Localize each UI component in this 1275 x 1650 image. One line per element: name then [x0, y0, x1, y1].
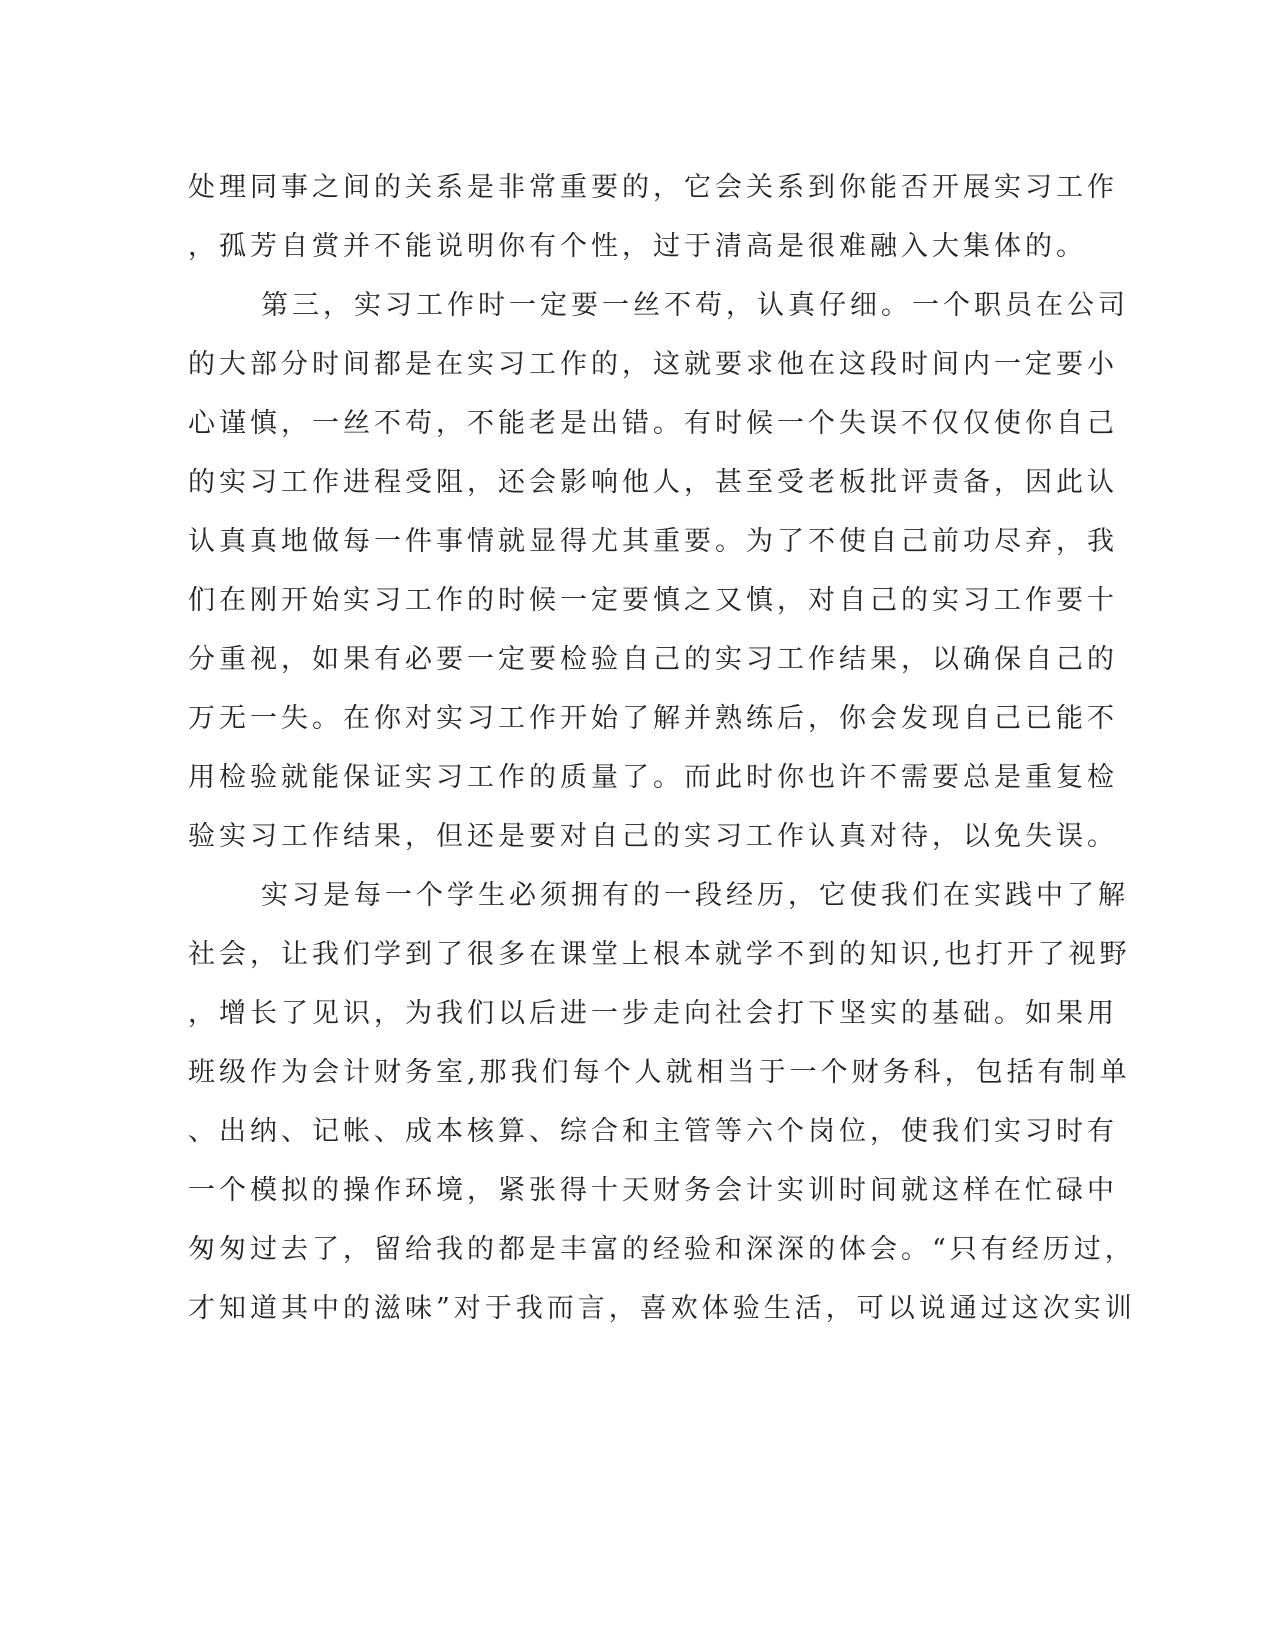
text-line: 的大部分时间都是在实习工作的，这就要求他在这段时间内一定要小 — [188, 349, 1118, 380]
text-line: 一个模拟的操作环境，紧张得十天财务会计实训时间就这样在忙碌中 — [188, 1175, 1118, 1206]
text-line: 验实习工作结果，但还是要对自己的实习工作认真对待，以免失误。 — [188, 821, 1118, 852]
text-line: 班级作为会计财务室,那我们每个人就相当于一个财务科，包括有制单 — [188, 1057, 1131, 1088]
paragraph-start-line: 第三，实习工作时一定要一丝不苟，认真仔细。一个职员在公司 — [261, 290, 1129, 321]
text-line: 认真真地做每一件事情就显得尤其重要。为了不使自己前功尽弃，我 — [188, 526, 1118, 557]
text-line: 社会，让我们学到了很多在课堂上根本就学不到的知识,也打开了视野 — [188, 939, 1131, 970]
text-line: 用检验就能保证实习工作的质量了。而此时你也许不需要总是重复检 — [188, 762, 1118, 793]
text-line: 匆匆过去了，留给我的都是丰富的经验和深深的体会。“只有经历过， — [188, 1234, 1136, 1265]
text-line: 的实习工作进程受阻，还会影响他人，甚至受老板批评责备，因此认 — [188, 467, 1118, 498]
text-line: 万无一失。在你对实习工作开始了解并熟练后，你会发现自己已能不 — [188, 703, 1118, 734]
body-text — [188, 158, 1136, 1338]
paragraph-start-line: 实习是每一个学生必须拥有的一段经历，它使我们在实践中了解 — [261, 880, 1129, 911]
text-line: ，孤芳自赏并不能说明你有个性，过于清高是很难融入大集体的。 — [188, 231, 1087, 262]
text-line: 们在刚开始实习工作的时候一定要慎之又慎，对自己的实习工作要十 — [188, 585, 1118, 616]
text-line: 才知道其中的滋味”对于我而言，喜欢体验生活，可以说通过这次实训 — [188, 1293, 1136, 1324]
text-line: 处理同事之间的关系是非常重要的，它会关系到你能否开展实习工作 — [188, 172, 1118, 203]
text-line: 、出纳、记帐、成本核算、综合和主管等六个岗位，使我们实习时有 — [188, 1116, 1118, 1147]
text-line: ，增长了见识，为我们以后进一步走向社会打下坚实的基础。如果用 — [188, 998, 1118, 1029]
text-line: 心谨慎，一丝不苟，不能老是出错。有时候一个失误不仅仅使你自己 — [188, 408, 1118, 439]
text-line: 分重视，如果有必要一定要检验自己的实习工作结果，以确保自己的 — [188, 644, 1118, 675]
